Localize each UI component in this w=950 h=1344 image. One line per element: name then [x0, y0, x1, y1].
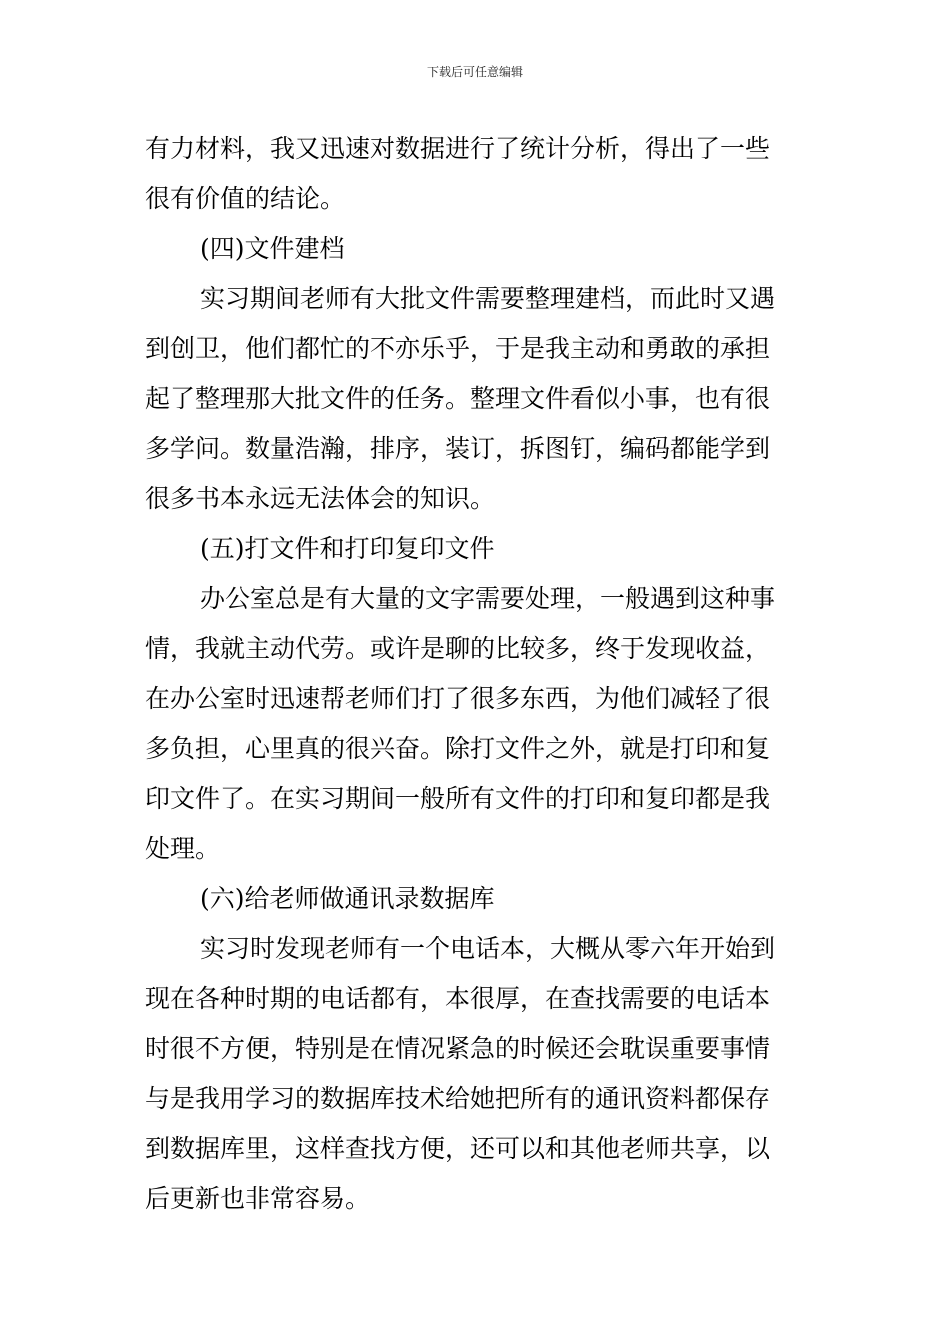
- text-line: 与是我用学习的数据库技术给她把所有的通讯资料都保存: [145, 1084, 771, 1113]
- text-line: 在办公室时迅速帮老师们打了很多东西，为他们减轻了很: [145, 684, 771, 713]
- paragraph-start: 实习期间老师有大批文件需要整理建档，而此时又遇: [200, 284, 776, 313]
- text-line: 时很不方便，特别是在情况紧急的时候还会耽误重要事情: [145, 1034, 771, 1063]
- text-line: 情，我就主动代劳。或许是聊的比较多，终于发现收益，: [145, 634, 771, 663]
- text-line: 现在各种时期的电话都有，本很厚，在查找需要的电话本: [145, 984, 771, 1013]
- paragraph-start: 办公室总是有大量的文字需要处理，一般遇到这种事: [200, 584, 776, 613]
- text-line: 后更新也非常容易。: [145, 1184, 371, 1213]
- section-heading-5: (五)打文件和打印复印文件: [200, 534, 495, 563]
- paragraph-start: 实习时发现老师有一个电话本，大概从零六年开始到: [200, 934, 776, 963]
- text-line: 多负担，心里真的很兴奋。除打文件之外，就是打印和复: [145, 734, 771, 763]
- document-body: [145, 124, 810, 1224]
- text-line: 有力材料，我又迅速对数据进行了统计分析，得出了一些: [145, 134, 771, 163]
- text-line: 处理。: [145, 834, 221, 863]
- text-line: 起了整理那大批文件的任务。整理文件看似小事，也有很: [145, 384, 771, 413]
- text-line: 印文件了。在实习期间一般所有文件的打印和复印都是我: [145, 784, 771, 813]
- section-heading-6: (六)给老师做通讯录数据库: [200, 884, 495, 913]
- section-heading-4: (四)文件建档: [200, 234, 345, 263]
- page-header-note: 下载后可任意编辑: [426, 65, 523, 79]
- text-line: 很有价值的结论。: [145, 184, 346, 213]
- text-line: 到数据库里，这样查找方便，还可以和其他老师共享，以: [145, 1134, 771, 1163]
- text-line: 到创卫，他们都忙的不亦乐乎，于是我主动和勇敢的承担: [145, 334, 771, 363]
- text-line: 多学问。数量浩瀚，排序，装订，拆图钉，编码都能学到: [145, 434, 771, 463]
- text-line: 很多书本永远无法体会的知识。: [145, 484, 496, 513]
